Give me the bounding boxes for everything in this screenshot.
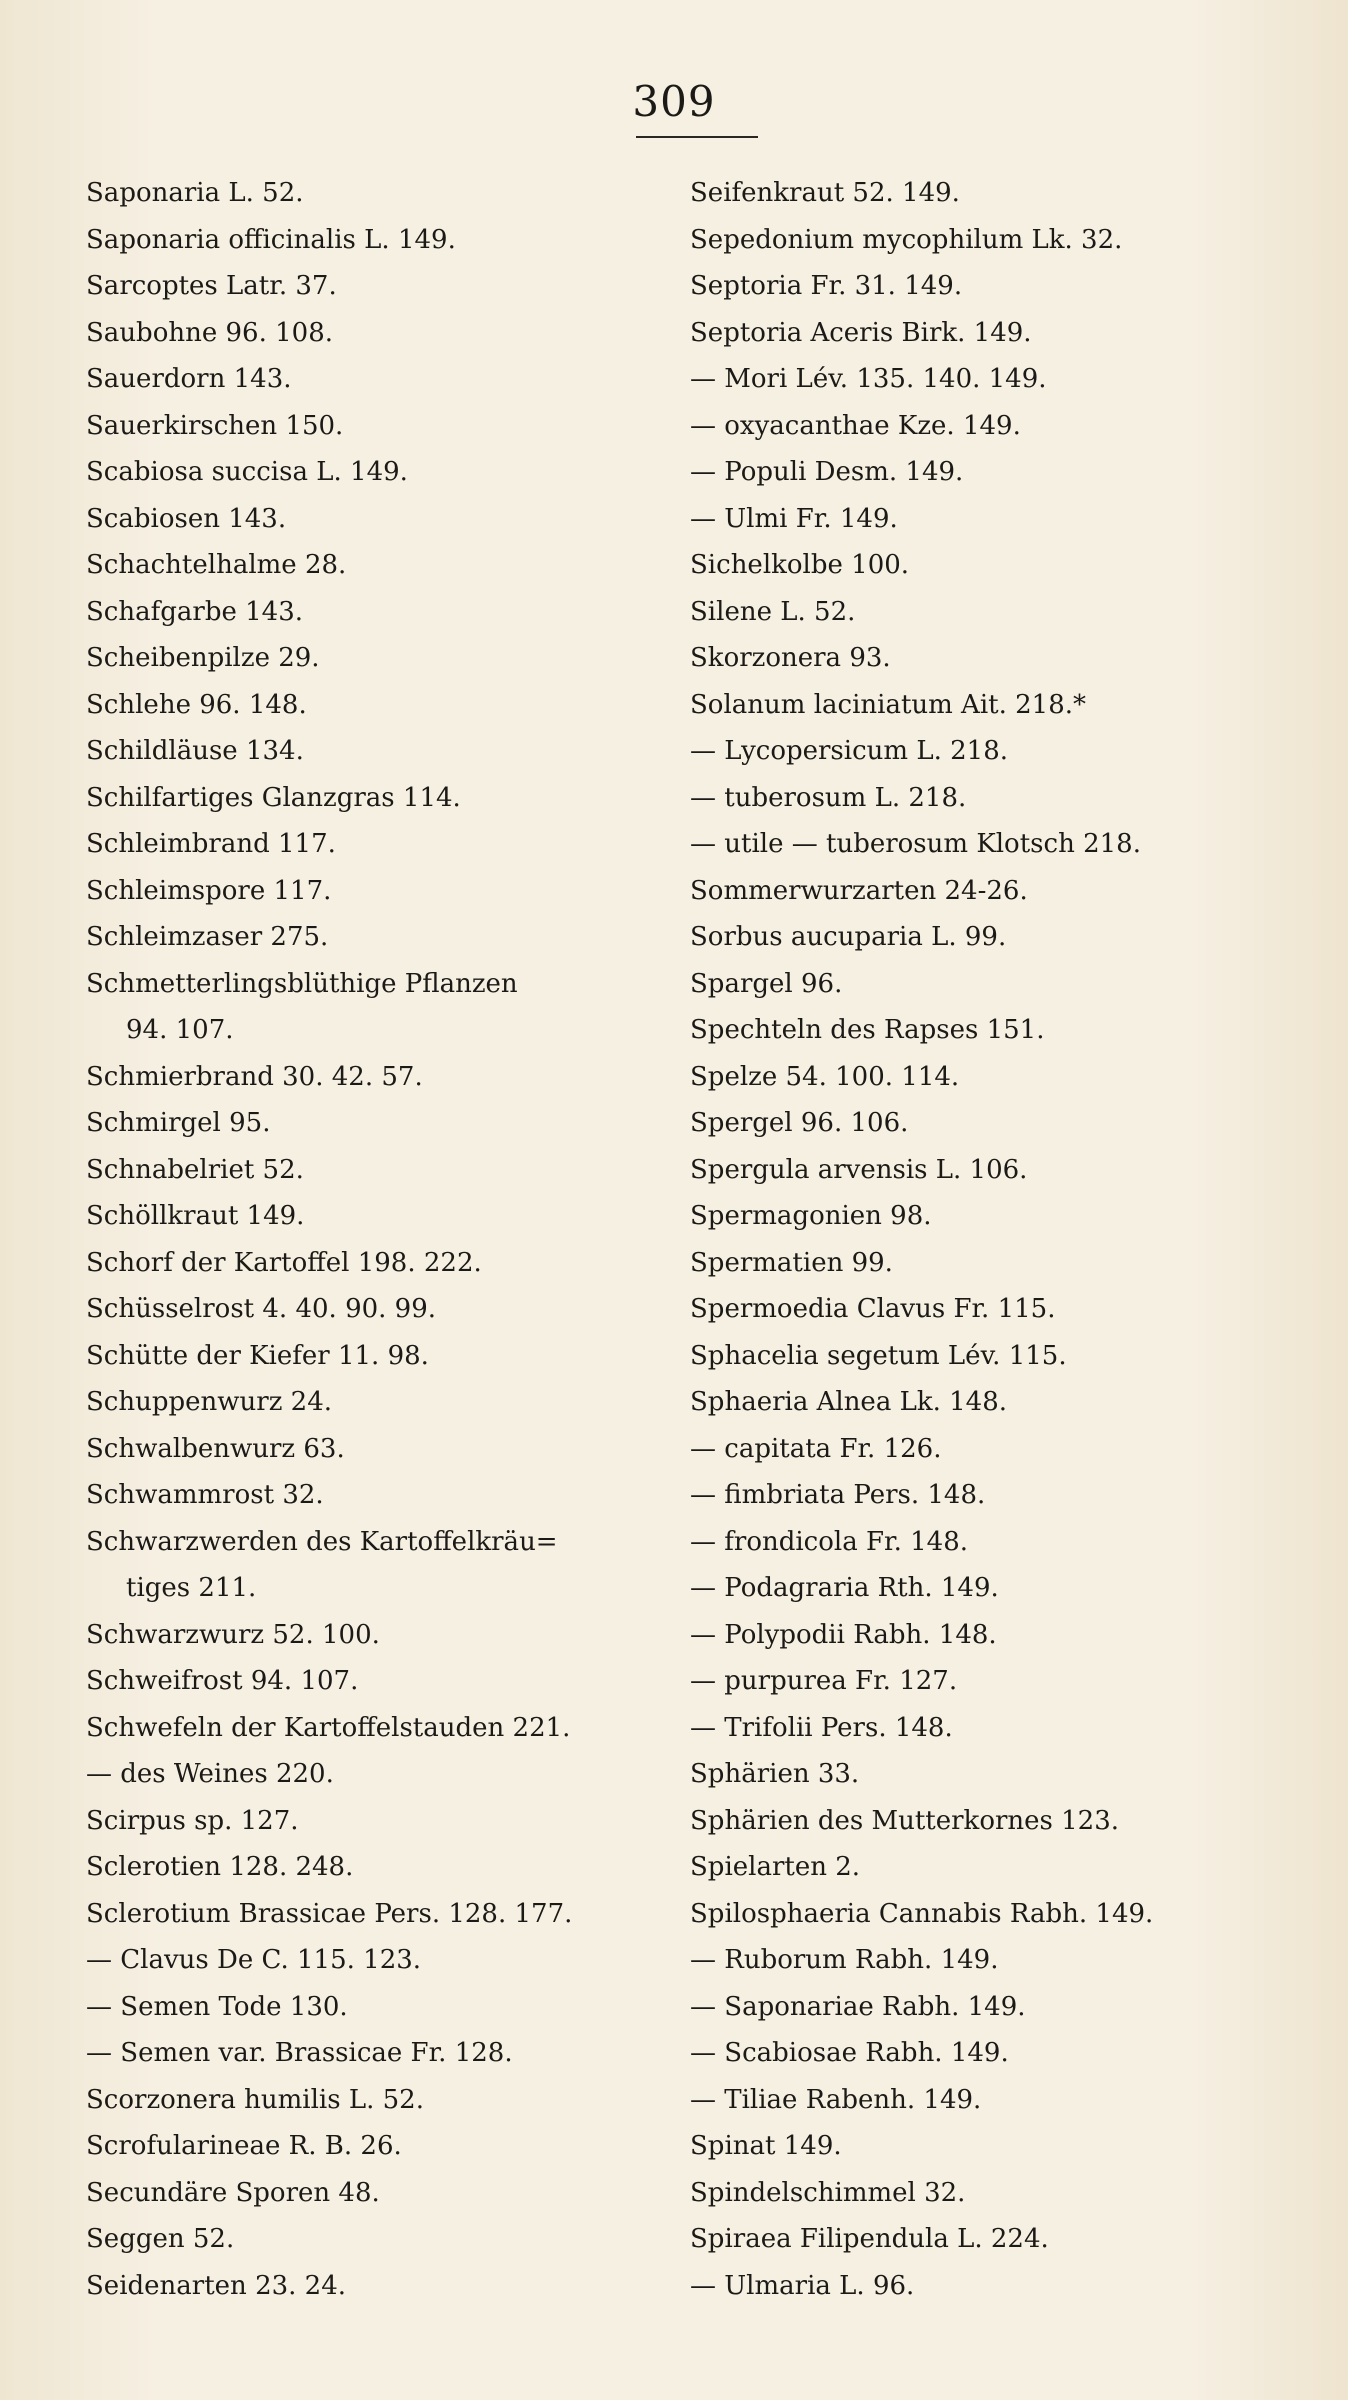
index-entry: Sichelkolbe 100. [690, 550, 910, 580]
index-entry: Spargel 96. [690, 968, 843, 999]
index-entry: — fimbriata Pers. 148. [690, 1480, 986, 1510]
index-entry: Schleimbrand 117. [86, 829, 336, 859]
header-rule [636, 136, 758, 138]
index-entry: — oxyacanthae Kze. 149. [690, 410, 1021, 441]
index-entry: Saponaria officinalis L. 149. [86, 224, 456, 255]
index-entry: Schüsselrost 4. 40. 90. 99. [86, 1294, 437, 1324]
index-entry: Sclerotien 128. 248. [86, 1852, 354, 1882]
index-entry: Schleimzaser 275. [86, 922, 329, 952]
index-entry: Schwalbenwurz 63. [86, 1433, 345, 1464]
index-entry: — Semen var. Brassicae Fr. 128. [86, 2038, 513, 2068]
index-entry: Sphaeria Alnea Lk. 148. [690, 1387, 1008, 1417]
index-entry: — utile — tuberosum Klotsch 218. [690, 829, 1141, 859]
index-entry: Schildläuse 134. [86, 736, 304, 766]
index-entry: Skorzonera 93. [690, 643, 891, 673]
index-entry: Spielarten 2. [690, 1852, 861, 1882]
index-entry: Scirpus sp. 127. [86, 1805, 299, 1836]
index-entry: Schwammrost 32. [86, 1480, 324, 1510]
index-entry: Schwarzwurz 52. 100. [86, 1619, 380, 1650]
index-entry: — Semen Tode 130. [86, 1991, 348, 2022]
index-entry: Saponaria L. 52. [86, 178, 304, 208]
index-entry: Schorf der Kartoffel 198. 222. [86, 1247, 482, 1278]
index-entry: Sepedonium mycophilum Lk. 32. [690, 224, 1123, 255]
index-entry: Sorbus aucuparia L. 99. [690, 922, 1007, 952]
index-entry: Scrofularineae R. B. 26. [86, 2131, 402, 2161]
index-entry: Schuppenwurz 24. [86, 1387, 333, 1417]
index-entry: Sphacelia segetum Lév. 115. [690, 1340, 1067, 1371]
index-entry: Spermagonien 98. [690, 1201, 932, 1231]
index-entry: Schmetterlingsblüthige Pflanzen [86, 968, 518, 999]
index-entry: Spilosphaeria Cannabis Rabh. 149. [690, 1898, 1154, 1929]
index-entry: Spindelschimmel 32. [690, 2177, 966, 2208]
index-entry: Spinat 149. [690, 2131, 842, 2161]
index-entry: Spergel 96. 106. [690, 1108, 909, 1138]
index-entry: Spelze 54. 100. 114. [690, 1061, 960, 1092]
index-entry: — Podagraria Rth. 149. [690, 1573, 999, 1603]
index-entry: — Lycopersicum L. 218. [690, 736, 1009, 766]
index-entry: Solanum laciniatum Ait. 218.* [690, 689, 1087, 720]
index-entry: — Tiliae Rabenh. 149. [690, 2084, 982, 2115]
index-entry: Scabiosa succisa L. 149. [86, 457, 408, 487]
index-entry: Scabiosen 143. [86, 503, 287, 534]
index-entry: — Ruborum Rabh. 149. [690, 1945, 999, 1975]
index-entry: Schwarzwerden des Kartoffelkräu= [86, 1526, 558, 1557]
page-number: 309 [632, 77, 716, 126]
index-entry: Schlehe 96. 148. [86, 689, 307, 720]
index-entry: — Saponariae Rabh. 149. [690, 1991, 1026, 2022]
index-entry: Schafgarbe 143. [86, 596, 304, 627]
index-entry: Sclerotium Brassicae Pers. 128. 177. [86, 1898, 573, 1929]
index-entry: — capitata Fr. 126. [690, 1433, 942, 1464]
index-entry: — Ulmi Fr. 149. [690, 503, 898, 534]
index-entry: Schöllkraut 149. [86, 1201, 305, 1231]
index-entry: Schwefeln der Kartoffelstauden 221. [86, 1712, 571, 1743]
index-entry: — frondicola Fr. 148. [690, 1526, 969, 1557]
index-entry: Sphärien des Mutterkornes 123. [690, 1805, 1120, 1836]
index-entry: Schnabelriet 52. [86, 1154, 304, 1185]
index-entry: — Mori Lév. 135. 140. 149. [690, 364, 1047, 394]
index-entry: Spergula arvensis L. 106. [690, 1154, 1028, 1185]
index-entry: — Polypodii Rabh. 148. [690, 1619, 997, 1650]
index-column-right [690, 170, 1280, 2309]
index-entry: Seifenkraut 52. 149. [690, 178, 960, 208]
index-entry: Scheibenpilze 29. [86, 643, 320, 673]
index-entry: — Trifolii Pers. 148. [690, 1712, 953, 1743]
index-entry: — Scabiosae Rabh. 149. [690, 2038, 1009, 2068]
index-entry: — Clavus De C. 115. 123. [86, 1945, 422, 1975]
index-entry: Spechteln des Rapses 151. [690, 1015, 1045, 1045]
index-entry: Seggen 52. [86, 2224, 235, 2254]
index-entry: 94. 107. [126, 1015, 234, 1045]
index-entry: — des Weines 220. [86, 1759, 334, 1789]
index-entry: Spiraea Filipendula L. 224. [690, 2224, 1049, 2254]
index-entry: Sauerkirschen 150. [86, 410, 344, 441]
index-column-left [86, 170, 666, 2309]
index-entry: Spermatien 99. [690, 1247, 893, 1278]
index-entry: Septoria Fr. 31. 149. [690, 271, 963, 301]
index-entry: Silene L. 52. [690, 596, 856, 627]
index-entry: Schilfartiges Glanzgras 114. [86, 782, 461, 813]
index-entry: Secundäre Sporen 48. [86, 2177, 380, 2208]
index-entry: — purpurea Fr. 127. [690, 1666, 958, 1696]
index-entry: — tuberosum L. 218. [690, 782, 967, 813]
index-entry: Seidenarten 23. 24. [86, 2270, 347, 2301]
index-entry: Sarcoptes Latr. 37. [86, 271, 337, 301]
index-entry: Sommerwurzarten 24-26. [690, 875, 1028, 906]
index-entry: Sauerdorn 143. [86, 364, 292, 394]
index-entry: — Populi Desm. 149. [690, 457, 964, 487]
index-entry: Schmirgel 95. [86, 1108, 271, 1138]
index-entry: Spermoedia Clavus Fr. 115. [690, 1294, 1056, 1324]
index-entry: — Ulmaria L. 96. [690, 2270, 915, 2301]
index-entry: Septoria Aceris Birk. 149. [690, 317, 1032, 348]
index-entry: Schachtelhalme 28. [86, 550, 347, 580]
index-entry: Schweifrost 94. 107. [86, 1666, 359, 1696]
index-entry: Scorzonera humilis L. 52. [86, 2084, 424, 2115]
index-entry: Saubohne 96. 108. [86, 317, 333, 348]
index-entry: Schütte der Kiefer 11. 98. [86, 1340, 429, 1371]
index-entry: Schmierbrand 30. 42. 57. [86, 1061, 423, 1092]
index-entry: Sphärien 33. [690, 1759, 860, 1789]
index-entry: Schleimspore 117. [86, 875, 332, 906]
index-entry: tiges 211. [126, 1573, 257, 1603]
